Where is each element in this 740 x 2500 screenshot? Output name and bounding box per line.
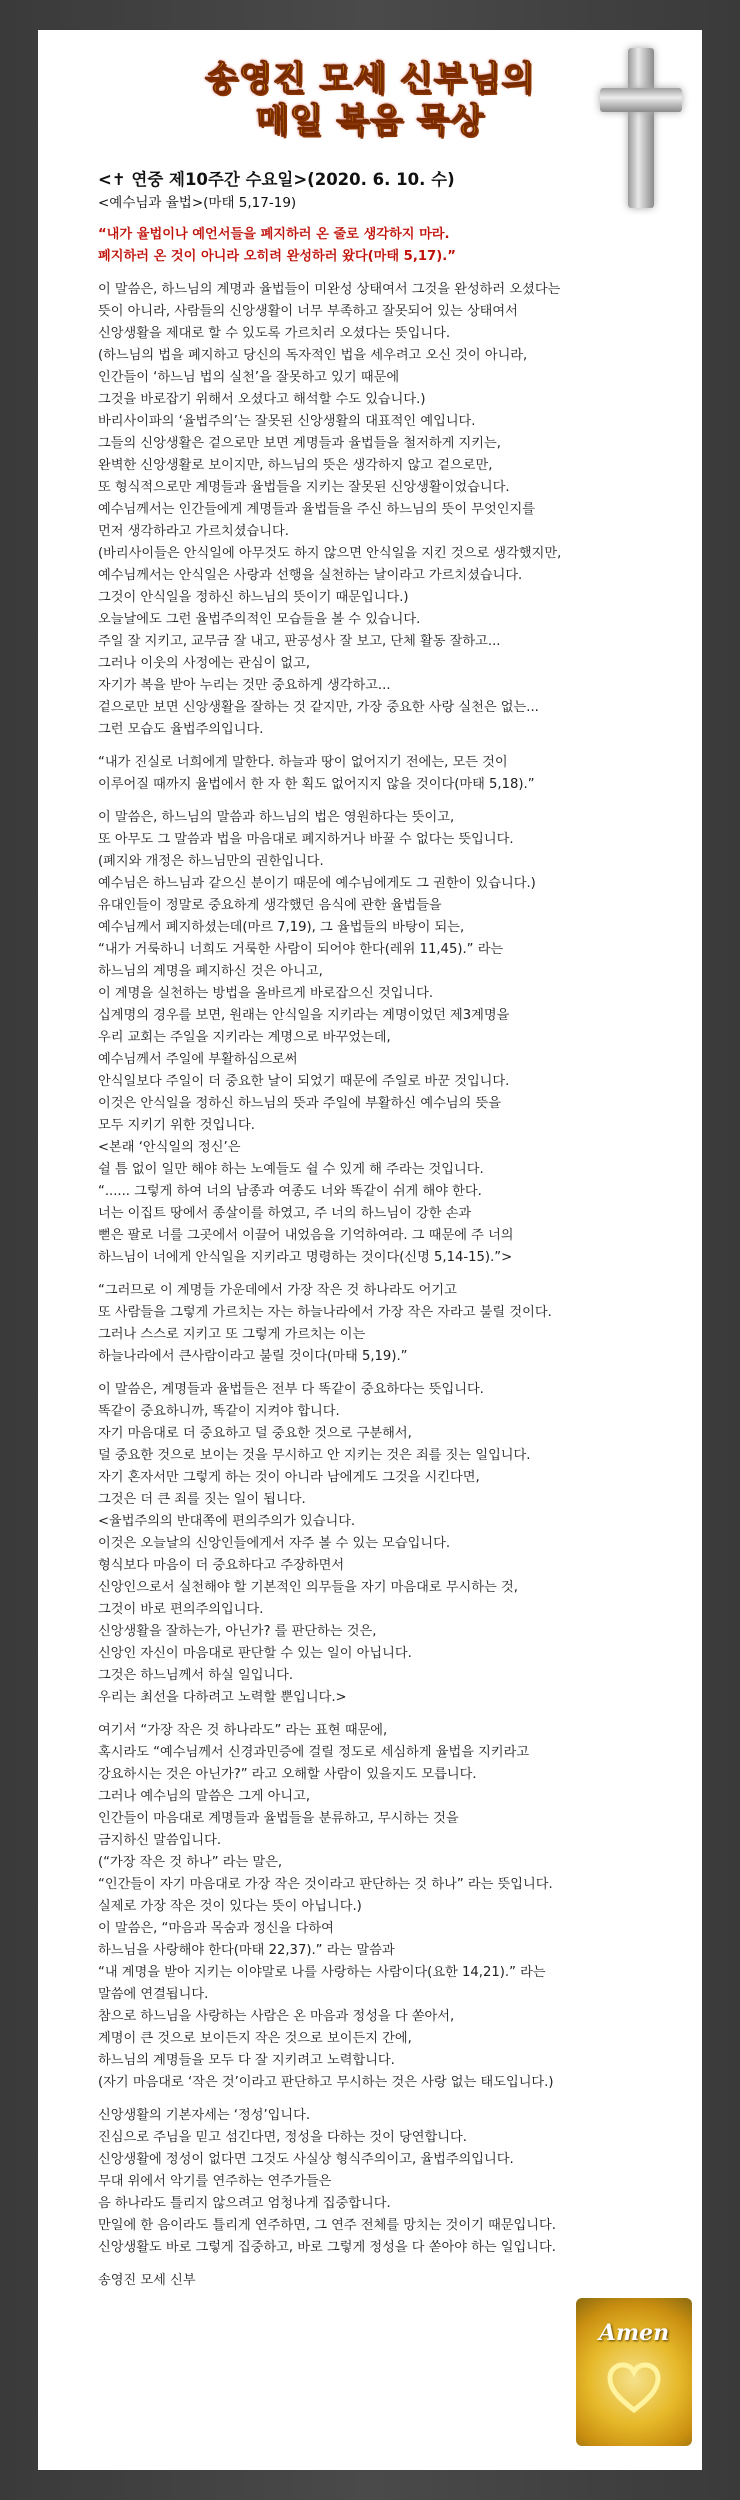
amen-label: Amen xyxy=(598,2320,670,2346)
title-line-1: 송영진 모세 신부님의 xyxy=(204,59,536,99)
gospel-subtitle: <예수님과 율법>(마태 5,17-19) xyxy=(98,195,297,211)
paragraph: “그러므로 이 계명들 가운데에서 가장 작은 것 하나라도 어기고 또 사람들을 그렇게 가르치는 자는 하늘나라에서 가장 작은 자라고 불릴 것이다. 그러나 스스로 지키고 또 그렇게 가르치는 이는 하늘나라에서 큰사람이라고 불릴 것이다(마태 5,19).” xyxy=(98,1283,552,1364)
meditation-content xyxy=(98,168,688,2292)
paragraph: 여기서 “가장 작은 것 하나라도” 라는 표현 때문에, 혹시라도 “예수님께서 신경과민증에 걸릴 정도로 세심하게 율법을 지키라고 강요하시는 것은 아닌가?” 라고 오해할 사람이 있을지도 모릅니다. 그러나 예수님의 말씀은 그게 아니고, 인간들이 마음대로 계명들과 율법들을 분류하고, 무시하는 것을 금지하신 말씀입니다. (“가장 작은 것 하나” 라는 말은, “인간들이 자기 마음대로 가장 작은 것이라고 판단하는 것 하나” 라는 뜻입니다. 실제로 가장 작은 것이 있다는 뜻이 아닙니다.) 이 말씀은, “마음과 목숨과 정신을 다하여 하느님을 사랑해야 한다(마태 22,37).” 라는 말씀과 “내 계명을 받아 지키는 이야말로 나를 사랑하는 사람이다(요한 14,21).” 라는 말씀에 연결됩니다. 참으로 하느님을 사랑하는 사람은 온 마음과 정성을 다 쏟아서, 계명이 큰 것으로 보이든지 작은 것으로 보이든지 간에, 하느님의 계명들을 모두 다 잘 지키려고 노력합니다. (자기 마음대로 ‘작은 것’이라고 판단하고 무시하는 것은 사랑 없는 태도입니다.) xyxy=(98,1723,554,2090)
paragraph: “내가 진실로 너희에게 말한다. 하늘과 땅이 없어지기 전에는, 모든 것이 이루어질 때까지 율법에서 한 자 한 획도 없어지지 않을 것이다(마태 5,18).” xyxy=(98,755,535,792)
paragraph-list xyxy=(98,224,688,2292)
title-block xyxy=(38,58,702,142)
paragraph: 이 말씀은, 하느님의 말씀과 하느님의 법은 영원하다는 뜻이고, 또 아무도 그 말씀과 법을 마음대로 폐지하거나 바꿀 수 없다는 뜻입니다. (폐지와 개정은 하느님만의 권한입니다. 예수님은 하느님과 같으신 분이기 때문에 예수님에게도 그 권한이 있습니다.) 유대인들이 정말로 중요하게 생각했던 음식에 관한 율법들을 예수님께서 폐지하셨는데(마르 7,19), 그 율법들의 바탕이 되는, “내가 거룩하니 너희도 거룩한 사람이 되어야 한다(레위 11,45).” 라는 하느님의 계명을 폐지하신 것은 아니고, 이 계명을 실천하는 방법을 올바르게 바로잡으신 것입니다. 십계명의 경우를 보면, 원래는 안식일을 지키라는 계명이었던 제3계명을 우리 교회는 주일을 지키라는 계명으로 바꾸었는데, 예수님께서 주일에 부활하심으로써 안식일보다 주일이 더 중요한 날이 되었기 때문에 주일로 바꾼 것입니다. 이것은 안식일을 정하신 하느님의 뜻과 주일에 부활하신 예수님의 뜻을 모두 지키기 위한 것입니다. <본래 ‘안식일의 정신’은 쉴 틈 없이 일만 해야 하는 노예들도 쉴 수 있게 해 주라는 것입니다. “...... 그렇게 하여 너의 남종과 여종도 너와 똑같이 쉬게 해야 한다. 너는 이집트 땅에서 종살이를 하였고, 주 너의 하느님이 강한 손과 뻗은 팔로 너를 그곳에서 이끌어 내었음을 기억하여라. 그 때문에 주 너의 하느님이 너에게 안식일을 지키라고 명령하는 것이다(신명 5,14-15).”> xyxy=(98,810,536,1265)
heart-icon xyxy=(606,2360,662,2416)
title-line-2: 매일 복음 묵상 xyxy=(255,101,485,141)
paragraph: 송영진 모세 신부 xyxy=(98,2273,196,2288)
amen-flower-image xyxy=(576,2298,692,2446)
page-frame xyxy=(38,30,702,2470)
date-heading: <✝ 연중 제10주간 수요일>(2020. 6. 10. 수) xyxy=(98,170,455,189)
paragraph: 이 말씀은, 계명들과 율법들은 전부 다 똑같이 중요하다는 뜻입니다. 똑같이 중요하니까, 똑같이 지켜야 합니다. 자기 마음대로 더 중요하고 덜 중요한 것으로 구분해서, 덜 중요한 것으로 보이는 것을 무시하고 안 지키는 것은 죄를 짓는 일입니다. 자기 혼자서만 그렇게 하는 것이 아니라 남에게도 그것을 시킨다면, 그것은 더 큰 죄를 짓는 일이 됩니다. <율법주의의 반대쪽에 편의주의가 있습니다. 이것은 오늘날의 신앙인들에게서 자주 볼 수 있는 모습입니다. 형식보다 마음이 더 중요하다고 주장하면서 신앙인으로서 실천해야 할 기본적인 의무들을 자기 마음대로 무시하는 것, 그것이 바로 편의주의입니다. 신앙생활을 잘하는가, 아닌가? 를 판단하는 것은, 신앙인 자신이 마음대로 판단할 수 있는 일이 아닙니다. 그것은 하느님께서 하실 일입니다. 우리는 최선을 다하려고 노력할 뿐입니다.> xyxy=(98,1382,531,1705)
paragraph: 신앙생활의 기본자세는 ‘정성’입니다. 진심으로 주님을 믿고 섬긴다면, 정성을 다하는 것이 당연합니다. 신앙생활에 정성이 없다면 그것도 사실상 형식주의이고, 율법주의입니다. 무대 위에서 악기를 연주하는 연주가들은 음 하나라도 틀리지 않으려고 엄청나게 집중합니다. 만일에 한 음이라도 틀리게 연주하면, 그 연주 전체를 망치는 것이기 때문입니다. 신앙생활도 바로 그렇게 집중하고, 바로 그렇게 정성을 다 쏟아야 하는 일입니다. xyxy=(98,2108,556,2255)
paragraph: 이 말씀은, 하느님의 계명과 율법들이 미완성 상태여서 그것을 완성하러 오셨다는 뜻이 아니라, 사람들의 신앙생활이 너무 부족하고 잘못되어 있는 상태여서 신앙생활을 제대로 할 수 있도록 가르치러 오셨다는 뜻입니다. (하느님의 법을 폐지하고 당신의 독자적인 법을 세우려고 오신 것이 아니라, 인간들이 ‘하느님 법의 실천’을 잘못하고 있기 때문에 그것을 바로잡기 위해서 오셨다고 해석할 수도 있습니다.) 바리사이파의 ‘율법주의’는 잘못된 신앙생활의 대표적인 예입니다. 그들의 신앙생활은 겉으로만 보면 계명들과 율법들을 철저하게 지키는, 완벽한 신앙생활로 보이지만, 하느님의 뜻은 생각하지 않고 겉으로만, 또 형식적으로만 계명들과 율법들을 지키는 잘못된 신앙생활이었습니다. 예수님께서는 인간들에게 계명들과 율법들을 주신 하느님의 뜻이 무엇인지를 먼저 생각하라고 가르치셨습니다. (바리사이들은 안식일에 아무것도 하지 않으면 안식일을 지킨 것으로 생각했지만, 예수님께서는 안식일은 사랑과 선행을 실천하는 날이라고 가르치셨습니다. 그것이 안식일을 정하신 하느님의 뜻이기 때문입니다.) 오늘날에도 그런 율법주의적인 모습들을 볼 수 있습니다. 주일 잘 지키고, 교무금 잘 내고, 판공성사 잘 보고, 단체 활동 잘하고... 그러나 이웃의 사정에는 관심이 없고, 자기가 복을 받아 누리는 것만 중요하게 생각하고... 겉으로만 보면 신앙생활을 잘하는 것 같지만, 가장 중요한 사랑 실천은 없는... 그런 모습도 율법주의입니다. xyxy=(98,282,562,737)
scripture-quote-red: “내가 율법이나 예언서들을 폐지하러 온 줄로 생각하지 마라. 폐지하러 온 것이 아니라 오히려 완성하러 왔다(마태 5,17).” xyxy=(98,227,456,264)
